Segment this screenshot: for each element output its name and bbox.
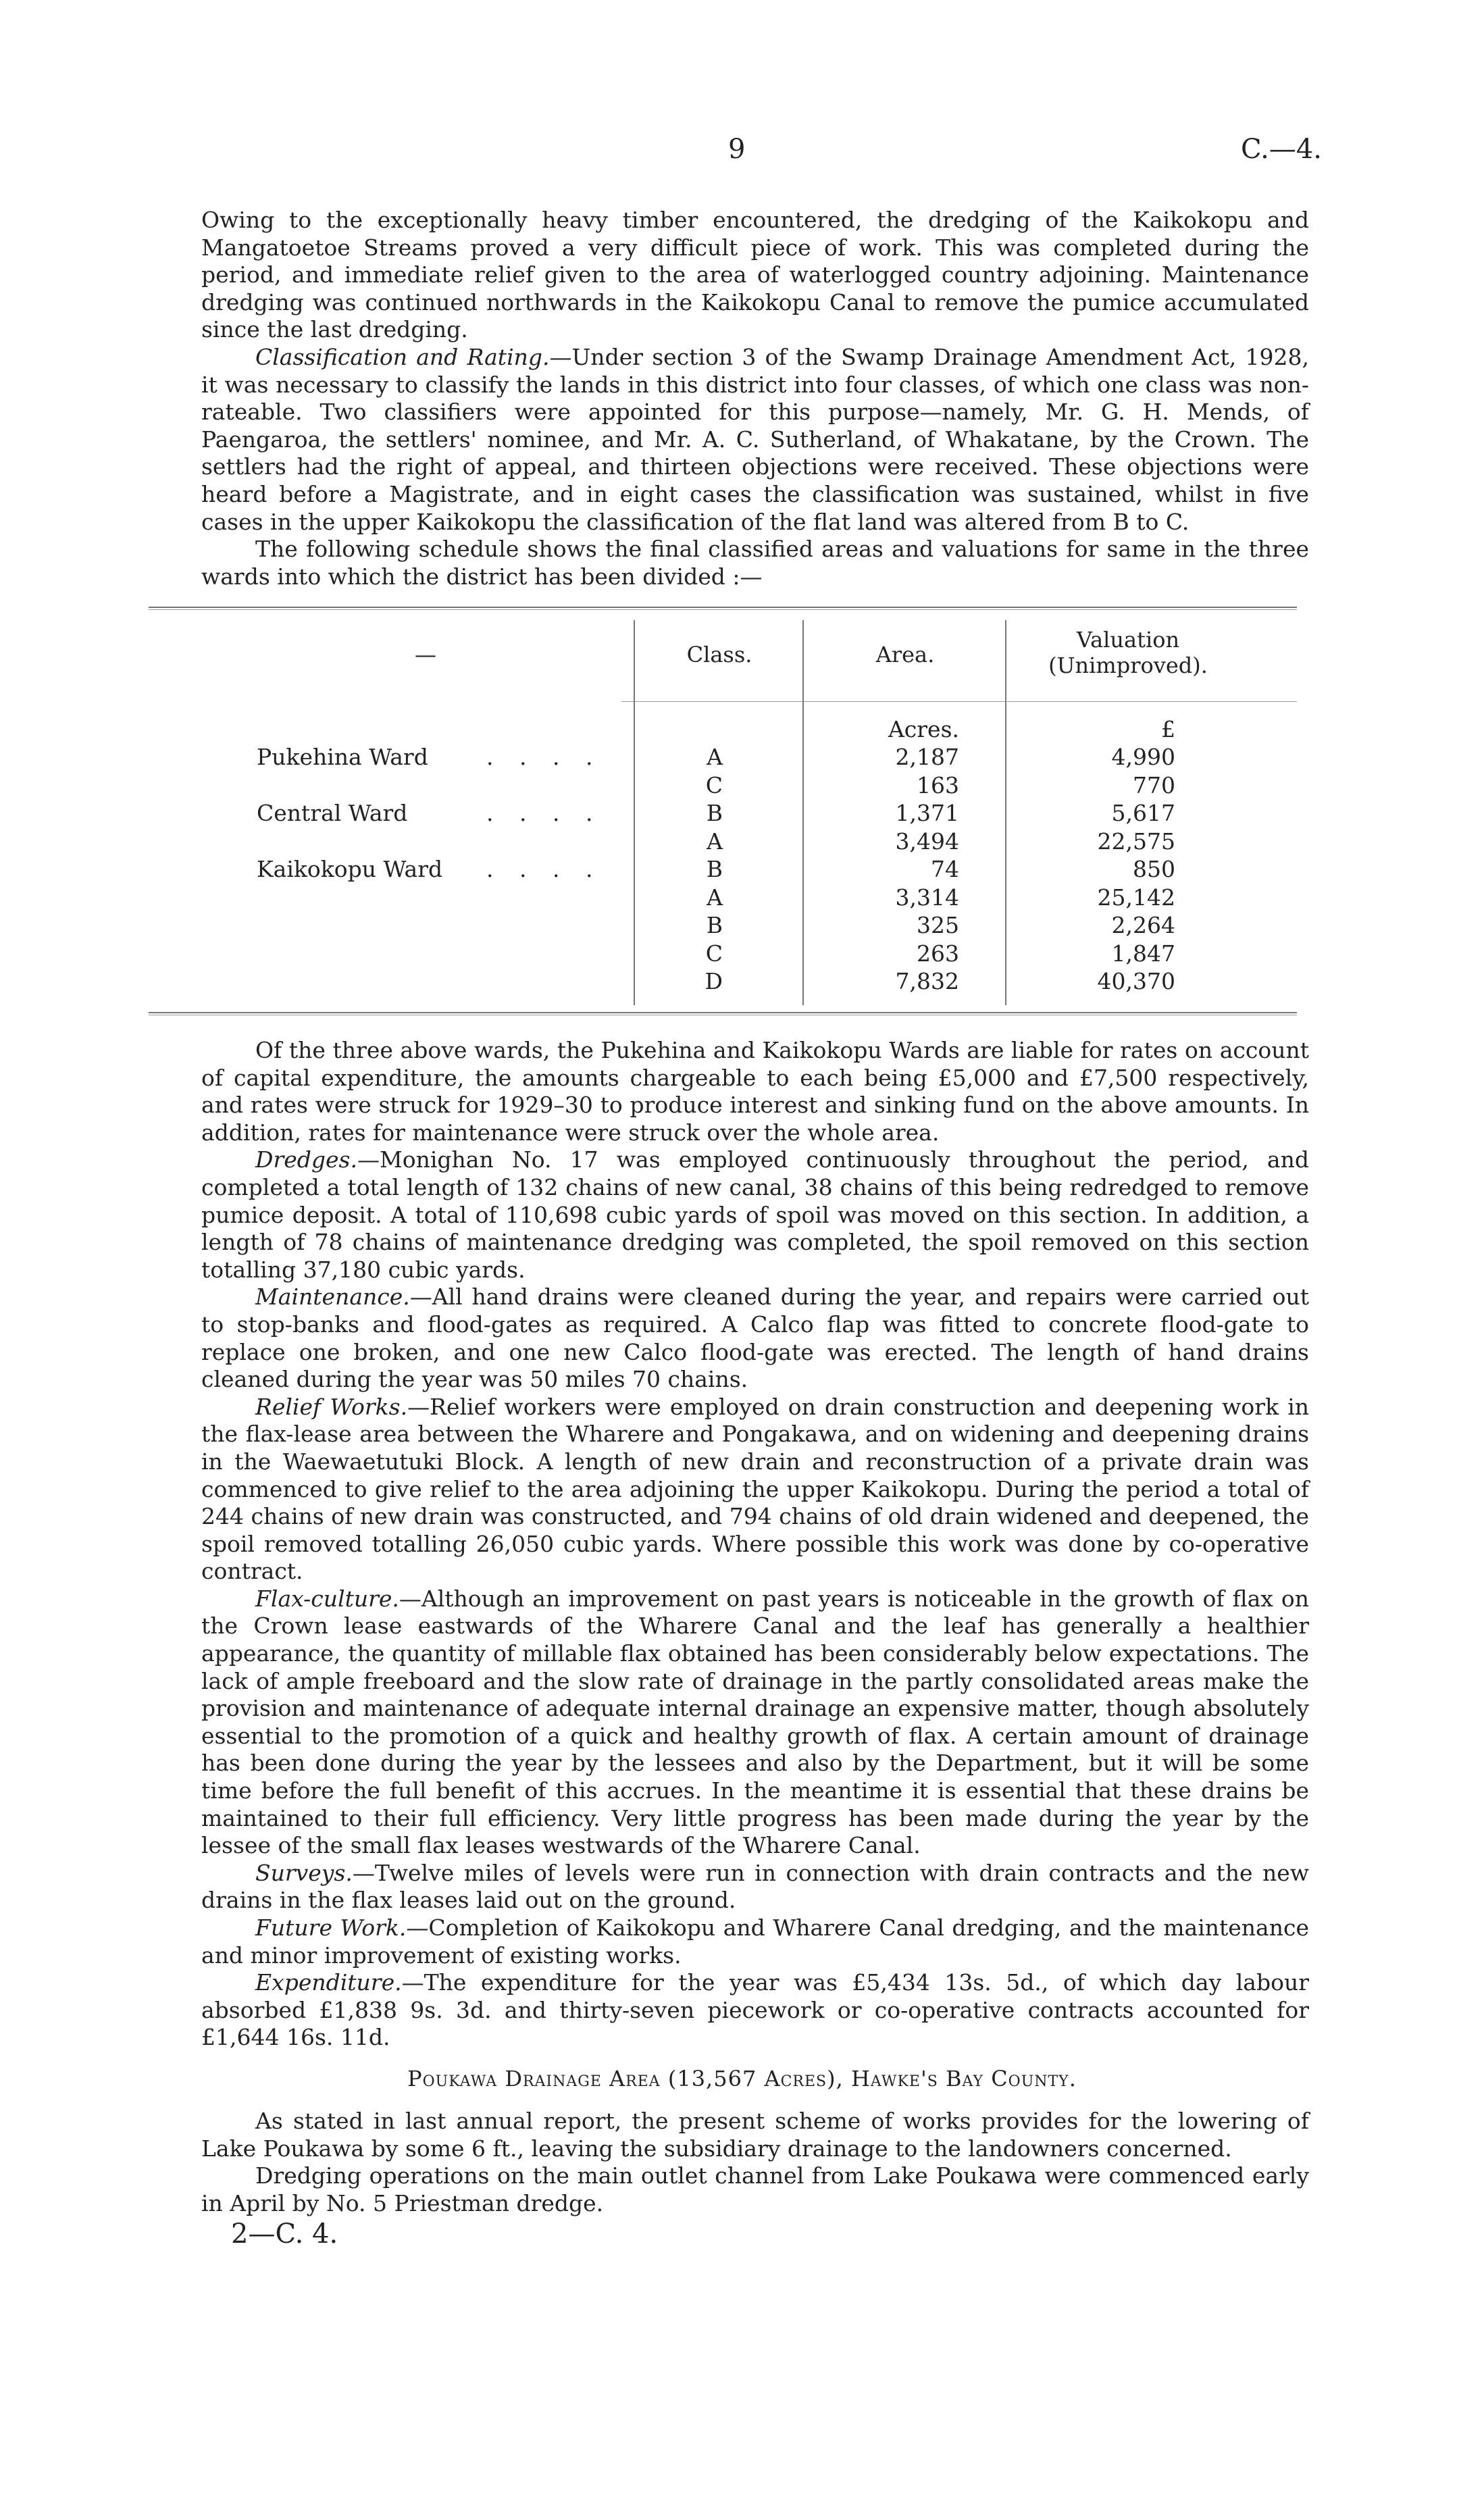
paragraph-expenditure: Expenditure.—The expenditure for the year was £5,434 13s. 5d., of which day labour absorbed £1,838 9s. 3d. and thirty-seven piecework or co-operative contracts accounted for £1,644 16s. 11d. (201, 1969, 1309, 2051)
table-cell-class: A (707, 828, 723, 855)
footer-reference: 2—C. 4. (231, 2218, 338, 2250)
table-cell-valuation: 22,575 (1097, 828, 1175, 855)
schedule-table (149, 607, 1297, 1012)
table-cell-area: 325 (917, 912, 959, 938)
paragraph-maintenance: Maintenance.—All hand drains were cleaned during the year, and repairs were carried out to stop-banks and flood-gates as required. A Calco flap was fitted to concrete flood-gate to replace one broken, and one new Calco flood-gate was erected. The length of hand drains cleaned during the year was 50 miles 70 chains. (201, 1284, 1309, 1393)
paragraph-heading: Dredges. (255, 1146, 357, 1173)
area-unit: Acres. (888, 716, 959, 742)
table-cell-class: C (705, 771, 723, 798)
column-header-valuation-sub: (Unimproved). (1048, 653, 1208, 678)
table-cell-valuation: 5,617 (1111, 800, 1175, 826)
table-cell-class: D (705, 968, 723, 994)
page-number: 9 (728, 134, 746, 165)
table-cell-area: 263 (917, 940, 959, 967)
paragraphs-bottom (201, 2108, 1309, 2217)
paragraph-heading: Expenditure. (255, 1969, 402, 1996)
paragraph-heading: Relief Works. (255, 1393, 408, 1420)
table-cell-class: B (706, 800, 723, 826)
ward-name: Pukehina Ward (257, 744, 428, 770)
table-cell-valuation: 25,142 (1097, 884, 1175, 911)
table-cell-valuation: 850 (1133, 856, 1175, 882)
table-cell-area: 74 (931, 856, 959, 882)
document-reference: C.—4. (1240, 134, 1322, 165)
paragraph: Of the three above wards, the Pukehina and Kaikokopu Wards are liable for rates on account of capital expenditure, the amounts chargeable to each being £5,000 and £7,500 respectively, and rates were struck for 1929–30 to produce interest and sinking fund on the above amounts. In addition, rates for maintenance were struck over the whole area. (201, 1037, 1309, 1146)
paragraph-classification: Classification and Rating.—Under section 3 of the Swamp Drainage Amendment Act, 1928, it was necessary to classify the lands in this district into four classes, of which one class was non-rateable. Two classifiers were appointed for this purpose—namely, Mr. G. H. Mends, of Paengaroa, the settlers' nominee, and Mr. A. C. Sutherland, of Whakatane, by the Crown. The settlers had the right of appeal, and thirteen objections were received. These objections were heard before a Magistrate, and in eight cases the classification was sustained, whilst in five cases in the upper Kaikokopu the classification of the flat land was altered from B to C. (201, 343, 1310, 535)
page-header (0, 134, 1484, 174)
section-heading: Poukawa Drainage Area (13,567 Acres), Hawke's Bay County. (407, 2066, 1077, 2091)
paragraph: The following schedule shows the final classified areas and valuations for same in the three wards into which the district has been divided :— (201, 536, 1309, 590)
table-cell-area: 2,187 (895, 744, 959, 770)
ward-name: Central Ward (257, 800, 408, 826)
valuation-unit: £ (1161, 716, 1175, 742)
paragraphs-top (201, 207, 1309, 590)
paragraph-flax-culture: Flax-culture.—Although an improvement on past years is noticeable in the growth of flax on the Crown lease eastwards of the Wharere Canal and the leaf has generally a healthier appearance, the quantity of millable flax obtained has been considerably below expectations. The lack of ample freeboard and the slow rate of drainage in the partly consolidated areas make the provision and maintenance of adequate internal drainage an expensive matter, though absolutely essential to the promotion of a quick and healthy growth of flax. A certain amount of drainage has been done during the year by the lessees and also by the Department, but it will be some time before the full benefit of this accrues. In the meantime it is essential that these drains be maintained to their full efficiency. Very little progress has been made during the year by the lessee of the small flax leases westwards of the Wharere Canal. (201, 1585, 1309, 1859)
paragraph-surveys: Surveys.—Twelve miles of levels were run in connection with drain contracts and the new drains in the flax leases laid out on the ground. (201, 1859, 1309, 1914)
paragraph-future-work: Future Work.—Completion of Kaikokopu and Wharere Canal dredging, and the maintenance and minor improvement of existing works. (201, 1914, 1309, 1969)
paragraph-dredges: Dredges.—Monighan No. 17 was employed continuously throughout the period, and completed a total length of 132 chains of new canal, 38 chains of this being redredged to remove pumice deposit. A total of 110,698 cubic yards of spoil was moved on this section. In addition, a length of 78 chains of maintenance dredging was completed, the spoil removed on this section totalling 37,180 cubic yards. (201, 1146, 1309, 1283)
table-cell-class: A (707, 744, 723, 770)
table-cell-valuation: 2,264 (1111, 912, 1175, 938)
column-header-blank: — (415, 642, 436, 667)
table-cell-area: 163 (917, 771, 959, 798)
dot-leader: . . . . (486, 856, 603, 882)
column-header-valuation: Valuation (1076, 627, 1180, 653)
paragraph-heading: Future Work. (255, 1914, 407, 1941)
paragraph: As stated in last annual report, the present scheme of works provides for the lowering of Lake Poukawa by some 6 ft., leaving the subsidiary drainage to the landowners concerned. (201, 2108, 1309, 2162)
table-cell-area: 3,494 (895, 828, 959, 855)
column-header-area: Area. (875, 642, 935, 667)
table-cell-class: A (707, 884, 723, 911)
column-header-class: Class. (686, 642, 752, 667)
table-cell-valuation: 40,370 (1097, 968, 1175, 994)
table-cell-valuation: 1,847 (1111, 940, 1175, 967)
table-cell-valuation: 4,990 (1111, 744, 1175, 770)
dot-leader: . . . . (486, 800, 603, 826)
table-cell-class: B (706, 856, 723, 882)
paragraph-heading: Maintenance. (255, 1284, 410, 1311)
dot-leader: . . . . (486, 744, 603, 770)
table-cell-area: 1,371 (895, 800, 959, 826)
ward-name: Kaikokopu Ward (257, 856, 443, 882)
paragraph: Dredging operations on the main outlet channel from Lake Poukawa were commenced early in April by No. 5 Priestman dredge. (201, 2162, 1309, 2216)
table-cell-area: 7,832 (895, 968, 959, 994)
paragraph-heading: Classification and Rating. (255, 343, 550, 370)
paragraph-heading: Surveys. (255, 1859, 353, 1886)
paragraphs-middle (201, 1037, 1309, 2052)
table-cell-class: B (706, 912, 723, 938)
table-cell-valuation: 770 (1133, 771, 1175, 798)
paragraph-heading: Flax-culture. (255, 1585, 399, 1612)
paragraph: Owing to the exceptionally heavy timber encountered, the dredging of the Kaikokopu and Mangatoetoe Streams proved a very difficult piece of work. This was completed during the period, and immediate relief given to the area of waterlogged country adjoining. Maintenance dredging was continued northwards in the Kaikokopu Canal to remove the pumice accumulated since the last dredging. (201, 207, 1309, 343)
paragraph-relief-works: Relief Works.—Relief workers were employed on drain construction and deepening work in the flax-lease area between the Wharere and Pongakawa, and on widening and deepening drains in the Waewaetutuki Block. A length of new drain and reconstruction of a private drain was commenced to give relief to the area adjoining the upper Kaikokopu. During the period a total of 244 chains of new drain was constructed, and 794 chains of old drain widened and deepened, the spoil removed totalling 26,050 cubic yards. Where possible this work was done by co-operative contract. (201, 1393, 1309, 1585)
table-cell-class: C (705, 940, 723, 967)
table-cell-area: 3,314 (895, 884, 959, 911)
